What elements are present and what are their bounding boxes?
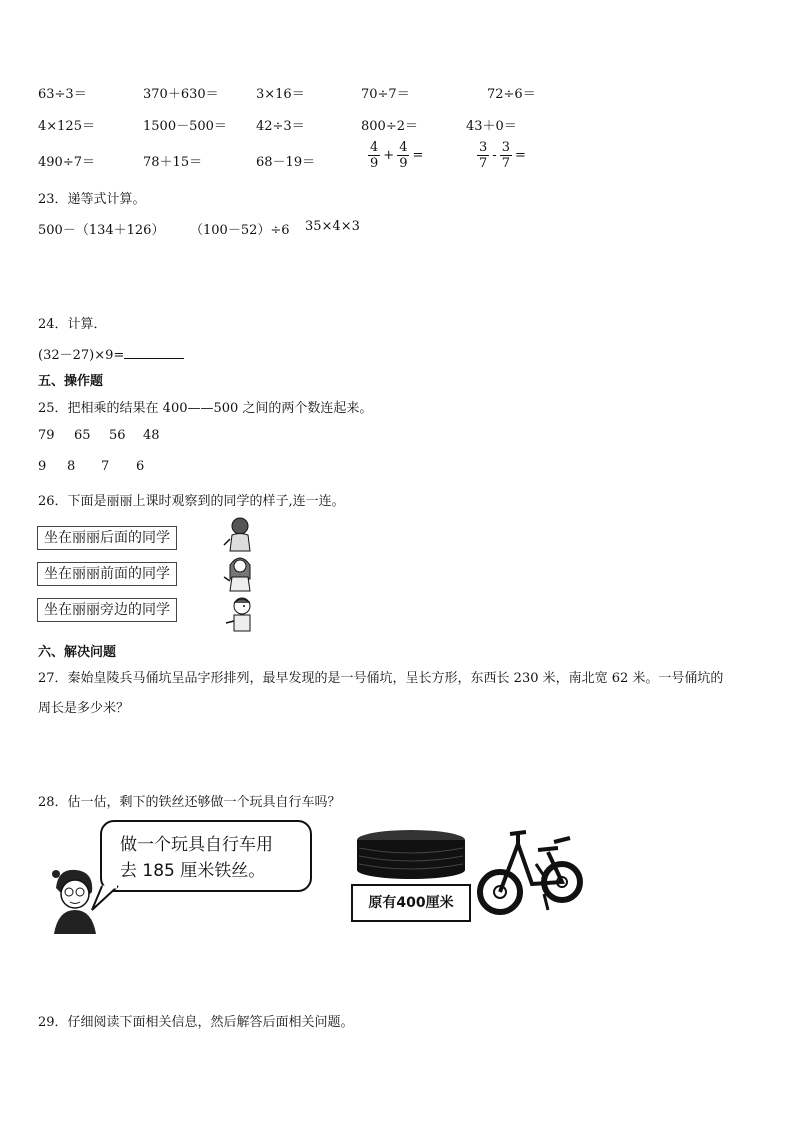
q23-title: 23．递等式计算。 — [38, 192, 146, 207]
q26-title: 26．下面是丽丽上课时观察到的同学的样子,连一连。 — [38, 494, 345, 509]
q27-line2: 周长是多少米？ — [38, 701, 130, 716]
fraction-expression: $\frac{3}{7}$ - $\frac{3}{7}$ = — [479, 140, 526, 171]
wire-length-label: 原有400厘米 — [351, 884, 471, 922]
q23-expr: 500－（134＋126） — [38, 223, 165, 238]
q27-line1: 27．秦始皇陵兵马俑坑呈品字形排列，最早发现的是一号俑坑，呈长方形，东西长 230 米，南北宽 62 米。一号俑坑的 — [38, 671, 724, 686]
answer-blank[interactable] — [124, 346, 184, 359]
calc-item: 43＋0＝ — [466, 119, 517, 134]
wire-coil-image — [355, 828, 467, 880]
calc-item: 42÷3＝ — [256, 119, 305, 134]
q25-title: 25．把相乘的结果在 400——500 之间的两个数连起来。 — [38, 401, 373, 416]
q23-expr: （100－52）÷6 — [190, 223, 290, 238]
q28-title: 28．估一估，剩下的铁丝还够做一个玩具自行车吗？ — [38, 795, 341, 810]
section-heading-6: 六、解决问题 — [38, 645, 117, 660]
number-item: 6 — [136, 459, 145, 474]
q23-expr: 35×4×3 — [305, 219, 360, 234]
bubble-line-1: 做一个玩具自行车用 — [120, 835, 273, 855]
number-item: 9 — [38, 459, 47, 474]
calc-item: 800÷2＝ — [361, 119, 418, 134]
number-item: 7 — [101, 459, 110, 474]
child-side-view-image[interactable] — [222, 595, 258, 633]
bubble-line-2: 去 185 厘米铁丝。 — [120, 861, 266, 881]
calc-item: 1500－500＝ — [143, 119, 227, 134]
child-front-view-image[interactable] — [222, 553, 258, 593]
label-box-front[interactable]: 坐在丽丽前面的同学 — [37, 562, 177, 586]
q24-expr-line — [38, 344, 184, 363]
fraction-expression: $\frac{4}{9}$ + $\frac{4}{9}$ = — [370, 140, 424, 171]
q29-title: 29．仔细阅读下面相关信息，然后解答后面相关问题。 — [38, 1015, 354, 1030]
number-item: 8 — [67, 459, 76, 474]
label-box-behind[interactable]: 坐在丽丽后面的同学 — [37, 526, 177, 550]
child-back-view-image[interactable] — [222, 515, 258, 553]
number-item: 65 — [74, 428, 91, 443]
calc-item: 3×16＝ — [256, 87, 305, 102]
number-item: 79 — [38, 428, 55, 443]
calc-item: 70÷7＝ — [361, 87, 410, 102]
q24-title: 24．计算． — [38, 317, 107, 332]
section-heading-5: 五、操作题 — [38, 374, 104, 389]
calc-item: 68－19＝ — [256, 155, 316, 170]
label-box-side[interactable]: 坐在丽丽旁边的同学 — [37, 598, 177, 622]
calc-item: 370＋630＝ — [143, 87, 219, 102]
calc-item: 4×125＝ — [38, 119, 95, 134]
speech-bubble-tail — [90, 870, 120, 914]
calc-item: 490÷7＝ — [38, 155, 95, 170]
number-item: 56 — [109, 428, 126, 443]
toy-bicycle-image — [474, 824, 590, 920]
calc-item: 72÷6＝ — [487, 87, 536, 102]
q24-expr: (32－27)×9= — [38, 348, 125, 363]
number-item: 48 — [143, 428, 160, 443]
calc-item: 78＋15＝ — [143, 155, 203, 170]
calc-item: 63÷3＝ — [38, 87, 87, 102]
